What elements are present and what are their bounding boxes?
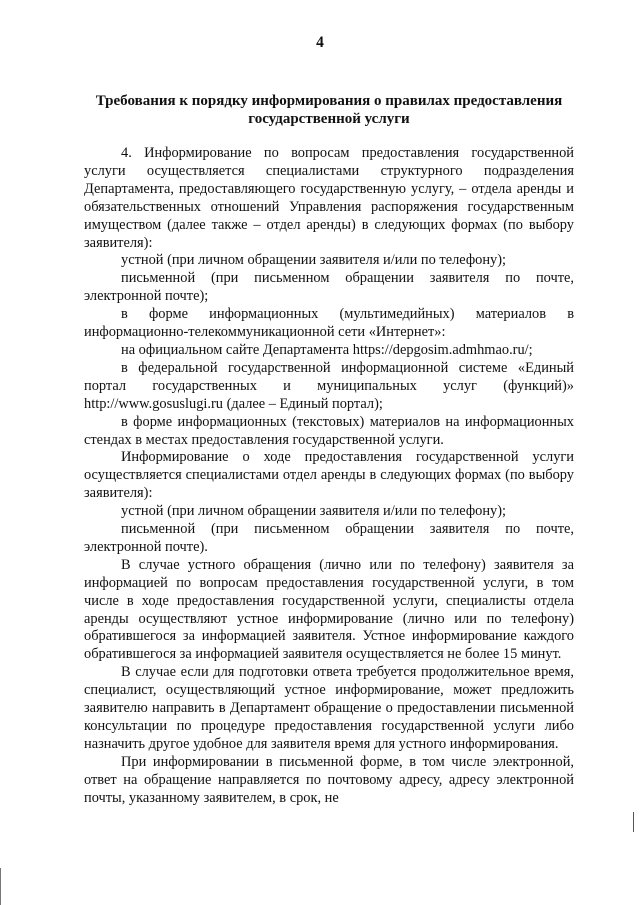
paragraph-10: письменной (при письменном обращении заявителя по почте, электронной почте). [84,521,574,555]
paragraph-11: В случае устного обращения (лично или по телефону) заявителя за информацией по вопросам предоставления государственной услуги, в том числе в ходе предоставления государственной услуги, специалисты отдела аренды осуществляют устное информирование (лично или по телефону) обратившегося за информацией заявителя. Устное информирование каждого обратившегося за информацией заявителя осуществляется не более 15 минут. [84,556,574,663]
paragraph-2: устной (при личном обращении заявителя и/или по телефону); [121,252,507,269]
scan-edge-mark-right [633,812,634,832]
paragraph-13: При информировании в письменной форме, в том числе электронной, ответ на обращение направляется по почтовому адресу, адресу электронной почты, указанному заявителем, в срок, не [84,753,574,806]
paragraph-9: устной (при личном обращении заявителя и/или по телефону); [121,503,507,520]
paragraph-8: Информирование о ходе предоставления государственной услуги осуществляется специалистами отдел аренды в следующих формах (по выбору заявителя): [84,449,574,502]
paragraph-3: письменной (при письменном обращении заявителя по почте, электронной почте); [84,270,574,305]
section-heading-line-1: Требования к порядку информирования о правилах предоставления [95,93,563,109]
page-number: 4 [316,34,324,51]
paragraph-12: В случае если для подготовки ответа требуется продолжительное время, специалист, осуществляющий устное информирование, может предложить заявителю направить в Департамент обращение о предоставлении письменной консультации по процедуре предоставления государственной услуги либо назначить другое удобное для заявителя время для устного информирования. [84,664,574,752]
scan-edge-mark-left [0,868,1,905]
section-heading-line-2: государственной услуги [248,111,410,127]
document-body [84,145,574,808]
paragraph-4: в форме информационных (мультимедийных) материалов в информационно-телекоммуникационной сети «Интернет»: [84,306,574,341]
paragraph-6: в федеральной государственной информационной системе «Единый портал государственных и муниципальных услуг (функций)» http://www.gosuslugi.ru (далее – Единый портал); [84,359,574,412]
paragraph-1: 4. Информирование по вопросам предоставления государственной услуги осуществляется специалистами структурного подразделения Департамента, предоставляющего государственную услугу, – отдела аренды и обязательственных отношений Управления распоряжения государственным имуществом (далее также – отдел аренды) в следующих формах (по выбору заявителя): [84,145,574,251]
paragraph-5: на официальном сайте Департамента https://depgosim.admhmao.ru/; [121,341,533,358]
paragraph-7: в форме информационных (текстовых) материалов на информационных стендах в местах предоставления государственной услуги. [84,413,574,448]
section-heading [84,92,574,128]
